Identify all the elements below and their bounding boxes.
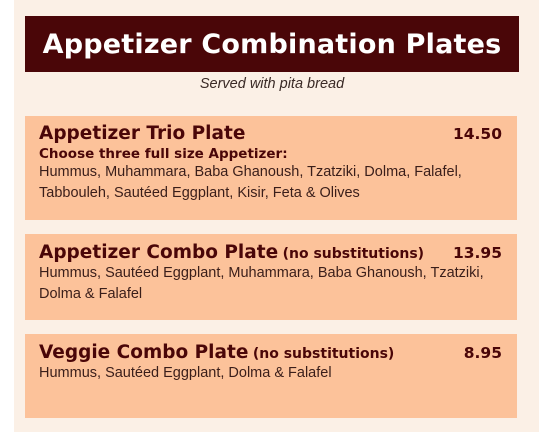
item-choose-instruction <box>39 146 503 162</box>
item-note: (no substitutions) <box>252 346 395 362</box>
page-subtitle: Served with pita bread <box>199 76 345 92</box>
choose-prefix: Choose <box>39 146 99 162</box>
page-title: Appetizer Combination Plates <box>25 16 519 72</box>
item-description: Hummus, Sautéed Eggplant, Muhammara, Baba Ghanoush, Tzatziki, Dolma & Falafel <box>39 265 484 302</box>
item-description: Hummus, Muhammara, Baba Ghanoush, Tzatziki, Dolma, Falafel, Tabbouleh, Sautéed Eggplant, Kisir, Feta & Olives <box>39 164 462 201</box>
item-name: Appetizer Combo Plate <box>39 242 279 263</box>
item-price: 14.50 <box>452 125 502 143</box>
menu-item-appetizer-combo-plate <box>25 234 517 320</box>
item-price: 8.95 <box>463 344 502 362</box>
item-name: Appetizer Trio Plate <box>39 123 246 144</box>
choose-suffix: full size Appetizer: <box>140 146 288 162</box>
menu-item-appetizer-trio-plate <box>25 116 517 220</box>
menu-page <box>14 0 539 432</box>
menu-item-veggie-combo-plate <box>25 334 517 418</box>
item-note: (no substitutions) <box>282 246 425 262</box>
item-name: Veggie Combo Plate <box>39 342 249 363</box>
item-price: 13.95 <box>452 244 502 262</box>
choose-emphasis: three <box>98 146 141 162</box>
item-description: Hummus, Sautéed Eggplant, Dolma & Falafel <box>39 365 332 381</box>
